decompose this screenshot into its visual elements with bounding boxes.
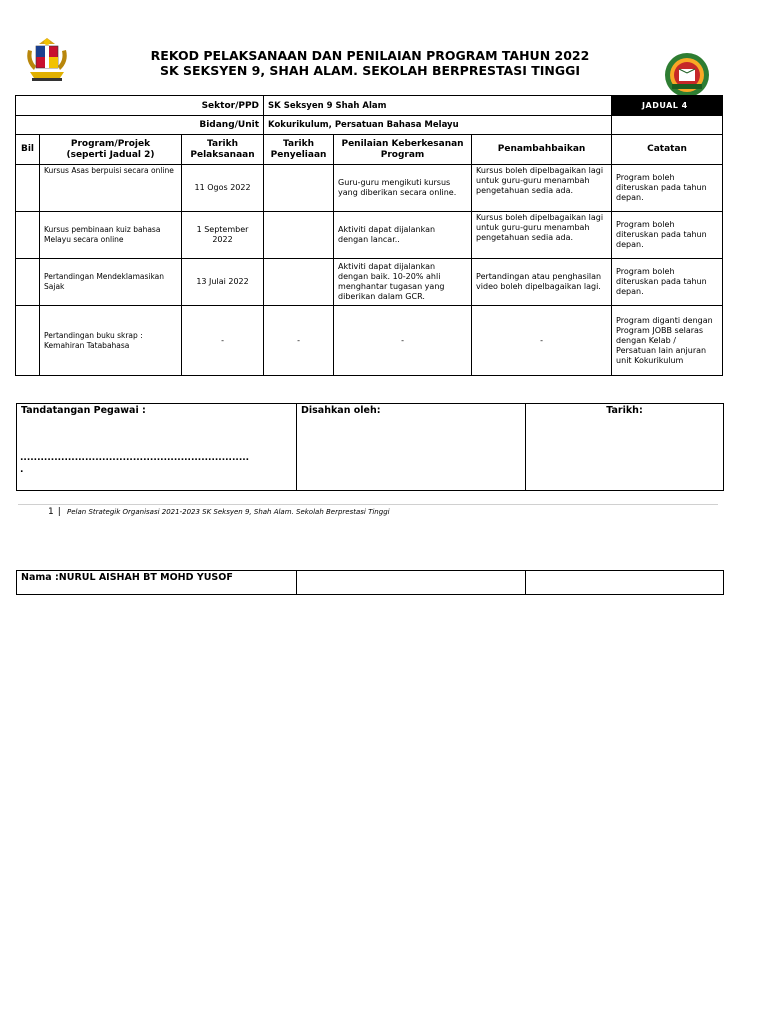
page-number: 1 bbox=[48, 507, 54, 517]
row-bil bbox=[16, 259, 40, 306]
row-penambahbaikan: - bbox=[472, 306, 612, 376]
row-catatan: Program boleh diteruskan pada tahun depan. bbox=[612, 212, 723, 259]
row-tarikh-pelaksanaan: 13 Julai 2022 bbox=[182, 259, 264, 306]
bidang-value: Kokurikulum, Persatuan Bahasa Melayu bbox=[264, 116, 612, 135]
tarikh-label: Tarikh: bbox=[526, 404, 724, 491]
malaysia-coat-of-arms-logo bbox=[22, 36, 72, 84]
table-row bbox=[16, 259, 723, 306]
col-header-bil: Bil bbox=[16, 135, 40, 165]
col-header-program: Program/Projek (seperti Jadual 2) bbox=[40, 135, 182, 165]
footer-text: Pelan Strategik Organisasi 2021-2023 SK Seksyen 9, Shah Alam. Sekolah Berprestasi Tinggi bbox=[67, 508, 390, 516]
nama-table bbox=[16, 570, 724, 595]
document-title bbox=[100, 48, 640, 78]
row-penilaian: Aktiviti dapat dijalankan dengan lancar.. bbox=[334, 212, 472, 259]
row-program: Pertandingan buku skrap : Kemahiran Tatabahasa bbox=[40, 306, 182, 376]
sektor-value: SK Seksyen 9 Shah Alam bbox=[264, 96, 612, 116]
page-footer bbox=[48, 507, 390, 517]
col-header-penilaian: Penilaian Keberkesanan Program bbox=[334, 135, 472, 165]
empty-cell bbox=[612, 116, 723, 135]
row-penilaian: - bbox=[334, 306, 472, 376]
row-tarikh-penyeliaan bbox=[264, 259, 334, 306]
col-header-catatan: Catatan bbox=[612, 135, 723, 165]
empty-cell bbox=[297, 571, 526, 595]
signature-table bbox=[16, 403, 724, 491]
table-row bbox=[16, 212, 723, 259]
row-program: Kursus Asas berpuisi secara online bbox=[40, 165, 182, 212]
row-penilaian: Aktiviti dapat dijalankan dengan baik. 10-20% ahli menghantar tugasan yang diberikan dalam GCR. bbox=[334, 259, 472, 306]
table-row bbox=[16, 165, 723, 212]
row-tarikh-pelaksanaan: 11 Ogos 2022 bbox=[182, 165, 264, 212]
row-tarikh-penyeliaan: - bbox=[264, 306, 334, 376]
evaluation-table bbox=[15, 95, 723, 376]
bidang-label: Bidang/Unit bbox=[16, 116, 264, 135]
row-bil bbox=[16, 165, 40, 212]
row-penambahbaikan: Kursus boleh dipelbagaikan lagi untuk guru-guru menambah pengetahuan sedia ada. bbox=[472, 165, 612, 212]
col-header-tarikh-pelaksanaan: Tarikh Pelaksanaan bbox=[182, 135, 264, 165]
row-catatan: Program boleh diteruskan pada tahun depan. bbox=[612, 259, 723, 306]
school-emblem-logo bbox=[664, 52, 710, 98]
row-tarikh-pelaksanaan: 1 September 2022 bbox=[182, 212, 264, 259]
tandatangan-pegawai-label: Tandatangan Pegawai : bbox=[17, 404, 297, 491]
row-penambahbaikan: Kursus boleh dipelbagaikan lagi untuk guru-guru menambah pengetahuan sedia ada. bbox=[472, 212, 612, 259]
footer-divider bbox=[18, 504, 718, 505]
jadual-badge: JADUAL 4 bbox=[612, 96, 723, 116]
title-line-1: REKOD PELAKSANAAN DAN PENILAIAN PROGRAM TAHUN 2022 bbox=[150, 48, 590, 63]
table-row bbox=[16, 306, 723, 376]
signature-line: ................................................................... . bbox=[20, 453, 250, 475]
title-line-2: SK SEKSYEN 9, SHAH ALAM. SEKOLAH BERPRESTASI TINGGI bbox=[159, 63, 581, 78]
row-penilaian: Guru-guru mengikuti kursus yang diberikan secara online. bbox=[334, 165, 472, 212]
empty-cell bbox=[526, 571, 724, 595]
row-bil bbox=[16, 306, 40, 376]
row-tarikh-penyeliaan bbox=[264, 212, 334, 259]
row-penambahbaikan: Pertandingan atau penghasilan video boleh dipelbagaikan lagi. bbox=[472, 259, 612, 306]
row-catatan: Program diganti dengan Program JOBB selaras dengan Kelab / Persatuan lain anjuran unit Kokurikulum bbox=[612, 306, 723, 376]
sektor-label: Sektor/PPD bbox=[16, 96, 264, 116]
row-bil bbox=[16, 212, 40, 259]
disahkan-oleh-label: Disahkan oleh: bbox=[297, 404, 526, 491]
row-catatan: Program boleh diteruskan pada tahun depan. bbox=[612, 165, 723, 212]
nama-label: Nama :NURUL AISHAH BT MOHD YUSOF bbox=[17, 571, 297, 595]
row-program: Pertandingan Mendeklamasikan Sajak bbox=[40, 259, 182, 306]
row-program: Kursus pembinaan kuiz bahasa Melayu secara online bbox=[40, 212, 182, 259]
row-tarikh-penyeliaan bbox=[264, 165, 334, 212]
col-header-penambahbaikan: Penambahbaikan bbox=[472, 135, 612, 165]
row-tarikh-pelaksanaan: - bbox=[182, 306, 264, 376]
footer-separator: | bbox=[57, 507, 61, 517]
col-header-tarikh-penyeliaan: Tarikh Penyeliaan bbox=[264, 135, 334, 165]
